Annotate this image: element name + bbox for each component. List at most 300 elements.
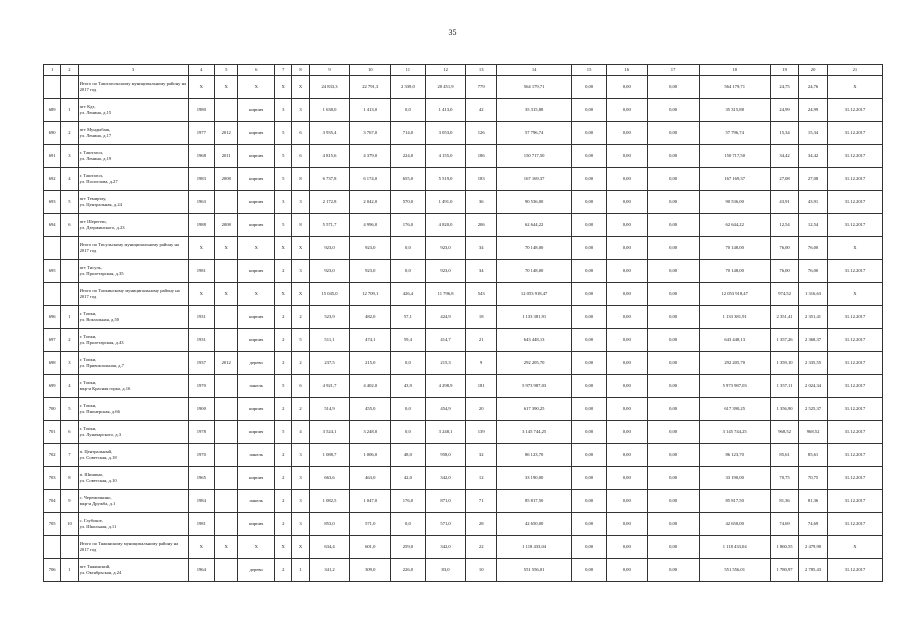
value-cell: 2	[292, 352, 309, 375]
value-cell: 74,69	[799, 513, 828, 536]
value-cell: 0,00	[606, 559, 647, 582]
index-cell: 700	[44, 398, 61, 421]
value-cell: 617 390,25	[699, 398, 770, 421]
value-cell: X	[238, 536, 275, 559]
value-cell: 4 815,6	[309, 145, 350, 168]
table-row	[44, 421, 883, 444]
value-cell: 514,9	[309, 398, 350, 421]
index-cell: 690	[44, 122, 61, 145]
value-cell: 5 571,7	[309, 214, 350, 237]
table-row	[44, 260, 883, 283]
value-cell: 31.12.2017	[827, 513, 882, 536]
table-row	[44, 214, 883, 237]
value-cell: кирпич	[238, 168, 275, 191]
address-cell: с. Глубокое, ул. Школьная, д.11	[78, 513, 188, 536]
column-number: 11	[391, 65, 426, 76]
value-cell: 551 556,01	[699, 559, 770, 582]
address-cell: г. Топки, мкр-н Красная горка, д.16	[78, 375, 188, 398]
value-cell	[215, 490, 238, 513]
sub-index-cell: 5	[61, 398, 78, 421]
table-row	[44, 444, 883, 467]
value-cell: 2	[275, 352, 292, 375]
sub-index-cell: 1	[61, 306, 78, 329]
value-cell: 0,0	[391, 99, 426, 122]
value-cell: 27,08	[799, 168, 828, 191]
value-cell: кирпич	[238, 467, 275, 490]
sub-index-cell: 1	[61, 99, 78, 122]
value-cell: 186	[466, 145, 497, 168]
value-cell: X	[188, 536, 214, 559]
value-cell: 62 644,22	[699, 214, 770, 237]
value-cell: 42	[466, 99, 497, 122]
value-cell: 31.12.2017	[827, 260, 882, 283]
value-cell: 543	[466, 283, 497, 306]
value-cell: 1931	[188, 306, 214, 329]
index-cell: 696	[44, 306, 61, 329]
subtotal-row	[44, 237, 883, 260]
value-cell: 0,00	[572, 329, 607, 352]
value-cell: 85,61	[799, 444, 828, 467]
value-cell: 3 767,0	[350, 122, 391, 145]
value-cell: 0,00	[572, 559, 607, 582]
address-cell: г. Топки, ул. Пионерская, д.66	[78, 398, 188, 421]
value-cell	[215, 329, 238, 352]
value-cell: 923,0	[350, 260, 391, 283]
value-cell: 34,42	[799, 145, 828, 168]
value-cell: 779	[466, 76, 497, 99]
value-cell: 6	[292, 375, 309, 398]
value-cell: X	[827, 536, 882, 559]
column-number: 1	[44, 65, 61, 76]
sub-index-cell	[61, 76, 78, 99]
value-cell: 0,00	[572, 375, 607, 398]
address-cell: пгт Мундыбаш, ул. Ленина, д.17	[78, 122, 188, 145]
value-cell: X	[827, 283, 882, 306]
value-cell: 474,1	[350, 329, 391, 352]
value-cell: 1984	[188, 490, 214, 513]
value-cell: 3	[292, 99, 309, 122]
value-cell: 48,0	[391, 444, 426, 467]
index-cell: 705	[44, 513, 61, 536]
value-cell: 968,52	[799, 421, 828, 444]
column-number: 6	[238, 65, 275, 76]
value-cell: 0,00	[572, 283, 607, 306]
table-row	[44, 467, 883, 490]
value-cell: 571,0	[350, 513, 391, 536]
value-cell: 6 737,8	[309, 168, 350, 191]
value-cell: 15,34	[799, 122, 828, 145]
value-cell: 0,0	[391, 421, 426, 444]
subtotal-label: Итого по Тисульскому муниципальному району на 2017 год	[78, 237, 188, 260]
value-cell: 923,0	[425, 260, 466, 283]
column-number: 8	[292, 65, 309, 76]
value-cell: X	[275, 283, 292, 306]
value-cell: 5 973 987,03	[496, 375, 571, 398]
value-cell: 5 519,0	[425, 168, 466, 191]
value-cell: 2011	[215, 145, 238, 168]
value-cell: 0,00	[647, 145, 699, 168]
value-cell: 226,0	[391, 559, 426, 582]
value-cell: 0,00	[572, 145, 607, 168]
value-cell: 1983	[188, 168, 214, 191]
table-row	[44, 168, 883, 191]
address-cell: пгт Кдз, ул. Ленина, д.15	[78, 99, 188, 122]
value-cell: 4	[292, 421, 309, 444]
value-cell: 167 169,37	[699, 168, 770, 191]
value-cell: 237,5	[309, 352, 350, 375]
value-cell: кирпич	[238, 214, 275, 237]
value-cell: 714,0	[391, 122, 426, 145]
value-cell: 2 368,37	[799, 329, 828, 352]
value-cell: 0,00	[572, 490, 607, 513]
value-cell: 35 315,88	[496, 99, 571, 122]
sub-index-cell: 4	[61, 168, 78, 191]
value-cell: 0,00	[606, 467, 647, 490]
sub-index-cell: 6	[61, 421, 78, 444]
value-cell: 0,00	[572, 513, 607, 536]
value-cell: 0,00	[647, 260, 699, 283]
table-row	[44, 513, 883, 536]
subtotal-row	[44, 283, 883, 306]
column-number: 10	[350, 65, 391, 76]
value-cell: 0,00	[606, 99, 647, 122]
value-cell: 0,00	[647, 444, 699, 467]
value-cell: 139	[466, 421, 497, 444]
value-cell: 57,1	[391, 306, 426, 329]
value-cell: 1 638,0	[309, 99, 350, 122]
value-cell: 31.12.2017	[827, 214, 882, 237]
value-cell: 150 717,50	[496, 145, 571, 168]
header-row	[44, 65, 883, 76]
table-row	[44, 559, 883, 582]
value-cell: 70,75	[799, 467, 828, 490]
value-cell: 183	[466, 168, 497, 191]
value-cell: 551 556,01	[496, 559, 571, 582]
value-cell: 0,0	[391, 237, 426, 260]
column-number: 21	[827, 65, 882, 76]
index-cell	[44, 237, 61, 260]
value-cell: 1988	[188, 214, 214, 237]
value-cell: 27,08	[770, 168, 799, 191]
value-cell: 31.12.2017	[827, 490, 882, 513]
subtotal-label: Итого по Таштагольскому муниципальному району на 2017 год	[78, 76, 188, 99]
table-row	[44, 375, 883, 398]
value-cell: 923,0	[425, 237, 466, 260]
value-cell: 1964	[188, 559, 214, 582]
value-cell: 22	[466, 536, 497, 559]
value-cell: кирпич	[238, 145, 275, 168]
value-cell: 76,00	[799, 260, 828, 283]
value-cell: 76,00	[799, 237, 828, 260]
value-cell: 2	[275, 306, 292, 329]
value-cell: кирпич	[238, 306, 275, 329]
value-cell: 1 316,63	[799, 283, 828, 306]
value-cell: 292 205,70	[496, 352, 571, 375]
value-cell: 3	[292, 260, 309, 283]
value-cell: 224,0	[391, 145, 426, 168]
value-cell: 0,00	[572, 421, 607, 444]
value-cell: 6	[292, 122, 309, 145]
value-cell: кирпич	[238, 191, 275, 214]
value-cell: 0,00	[606, 444, 647, 467]
value-cell: 12,54	[770, 214, 799, 237]
value-cell: 70 148,00	[699, 260, 770, 283]
sub-index-cell	[61, 260, 78, 283]
value-cell: 0,00	[606, 145, 647, 168]
value-cell: 292 205,70	[699, 352, 770, 375]
value-cell: 1937	[188, 352, 214, 375]
column-number: 4	[188, 65, 214, 76]
column-number: 3	[78, 65, 188, 76]
sub-index-cell: 1	[61, 559, 78, 582]
value-cell: 5	[275, 122, 292, 145]
value-cell: 1 133 381,91	[699, 306, 770, 329]
value-cell: 309,0	[350, 559, 391, 582]
value-cell: 2 351,41	[799, 306, 828, 329]
value-cell: 15,34	[770, 122, 799, 145]
value-cell: 167 169,37	[496, 168, 571, 191]
value-cell: 86 123,70	[699, 444, 770, 467]
sub-index-cell	[61, 536, 78, 559]
value-cell: 2 351,41	[770, 306, 799, 329]
value-cell: 2	[275, 559, 292, 582]
value-cell: 1 357,11	[770, 375, 799, 398]
value-cell: 1 082,5	[309, 490, 350, 513]
value-cell: 0,0	[391, 513, 426, 536]
value-cell: 1 491,0	[425, 191, 466, 214]
address-cell: г. Топки, ул. Луначарского, д.3	[78, 421, 188, 444]
address-cell: пгт Тяжинский, ул. Октябрьская, д.24	[78, 559, 188, 582]
value-cell: 31.12.2017	[827, 145, 882, 168]
value-cell: 83,0	[425, 559, 466, 582]
value-cell: 31.12.2017	[827, 398, 882, 421]
value-cell	[215, 260, 238, 283]
address-cell: г. Таштагол, ул. Поспелова, д.27	[78, 168, 188, 191]
value-cell	[215, 444, 238, 467]
value-cell: 1 133 381,91	[496, 306, 571, 329]
value-cell: 1981	[188, 260, 214, 283]
index-cell: 702	[44, 444, 61, 467]
value-cell: 31.12.2017	[827, 375, 882, 398]
value-cell: 176,0	[391, 490, 426, 513]
value-cell: 31.12.2017	[827, 467, 882, 490]
value-cell: 1963	[188, 191, 214, 214]
column-number: 2	[61, 65, 78, 76]
value-cell: 43,9	[391, 375, 426, 398]
value-cell: 5	[275, 421, 292, 444]
value-cell: X	[292, 536, 309, 559]
value-cell: кирпич	[238, 260, 275, 283]
value-cell: 0,00	[647, 122, 699, 145]
value-cell: 0,00	[606, 306, 647, 329]
value-cell: 426,4	[391, 283, 426, 306]
value-cell: 0,0	[391, 398, 426, 421]
value-cell: X	[292, 237, 309, 260]
value-cell: 342,0	[425, 467, 466, 490]
value-cell: 24,76	[799, 76, 828, 99]
sub-index-cell	[61, 237, 78, 260]
value-cell: 454,9	[425, 398, 466, 421]
value-cell: 2	[275, 260, 292, 283]
value-cell: 3 524,1	[309, 421, 350, 444]
value-cell: 570,0	[391, 191, 426, 214]
value-cell: 6 174,0	[350, 168, 391, 191]
value-cell: 0,00	[647, 191, 699, 214]
value-cell: 3 053,0	[425, 122, 466, 145]
value-cell: 871,0	[425, 490, 466, 513]
value-cell: 0,0	[391, 260, 426, 283]
value-cell: 571,0	[425, 513, 466, 536]
value-cell: панель	[238, 375, 275, 398]
value-cell: X	[275, 237, 292, 260]
value-cell: 62 644,22	[496, 214, 571, 237]
subtotal-row	[44, 76, 883, 99]
value-cell: 1970	[188, 375, 214, 398]
index-cell	[44, 283, 61, 306]
value-cell: 2 042,0	[350, 191, 391, 214]
value-cell: 34,42	[770, 145, 799, 168]
page-number: 35	[448, 28, 457, 37]
value-cell: 0,00	[572, 191, 607, 214]
value-cell: 126	[466, 122, 497, 145]
value-cell: 85 817,50	[496, 490, 571, 513]
value-cell: 57 796,74	[699, 122, 770, 145]
value-cell: 24 833,3	[309, 76, 350, 99]
value-cell: 1 118 433,04	[496, 536, 571, 559]
value-cell: 1 357,26	[770, 329, 799, 352]
value-cell: 923,0	[309, 260, 350, 283]
value-cell: 90 536,00	[496, 191, 571, 214]
value-cell: 176,0	[391, 214, 426, 237]
value-cell: кирпич	[238, 398, 275, 421]
value-cell: X	[827, 76, 882, 99]
value-cell: 923,0	[350, 237, 391, 260]
value-cell: X	[275, 536, 292, 559]
subtotal-label: Итого по Топкинскому муниципальному району на 2017 год	[78, 283, 188, 306]
value-cell: 5	[275, 145, 292, 168]
value-cell: 90 536,00	[699, 191, 770, 214]
sub-index-cell: 10	[61, 513, 78, 536]
value-cell: 2	[275, 467, 292, 490]
value-cell: X	[292, 283, 309, 306]
value-cell: панель	[238, 444, 275, 467]
value-cell: 0,00	[606, 283, 647, 306]
value-cell: 31.12.2017	[827, 168, 882, 191]
value-cell: 2	[275, 329, 292, 352]
value-cell: 0,00	[606, 122, 647, 145]
table-row	[44, 490, 883, 513]
value-cell: 1970	[188, 444, 214, 467]
value-cell: 341,2	[309, 559, 350, 582]
column-number: 9	[309, 65, 350, 76]
column-number: 20	[799, 65, 828, 76]
value-cell: 0,00	[606, 398, 647, 421]
value-cell: 0,00	[647, 237, 699, 260]
value-cell: 70,75	[770, 467, 799, 490]
value-cell: 511,1	[309, 329, 350, 352]
value-cell	[215, 559, 238, 582]
value-cell: 4 155,0	[425, 145, 466, 168]
value-cell: 31.12.2017	[827, 352, 882, 375]
value-cell: 31.12.2017	[827, 329, 882, 352]
index-cell	[44, 76, 61, 99]
index-cell: 698	[44, 352, 61, 375]
value-cell: 0,00	[606, 421, 647, 444]
value-cell: 463,0	[350, 467, 391, 490]
value-cell: 81,36	[770, 490, 799, 513]
value-cell	[215, 375, 238, 398]
value-cell: 0,00	[647, 168, 699, 191]
value-cell: 42,0	[391, 467, 426, 490]
value-cell: 59,4	[391, 329, 426, 352]
index-cell: 689	[44, 99, 61, 122]
table-row	[44, 398, 883, 421]
value-cell: 0,00	[572, 76, 607, 99]
value-cell: X	[238, 283, 275, 306]
value-cell: 0,00	[647, 490, 699, 513]
value-cell: 0,00	[606, 536, 647, 559]
index-cell: 693	[44, 191, 61, 214]
value-cell: 1931	[188, 329, 214, 352]
value-cell	[215, 467, 238, 490]
value-cell: 2	[292, 398, 309, 421]
column-number: 12	[425, 65, 466, 76]
value-cell: 1977	[188, 122, 214, 145]
value-cell: 2012	[215, 122, 238, 145]
address-cell: пгт Темиртау, ул. Центральная, д.24	[78, 191, 188, 214]
value-cell: 5	[275, 214, 292, 237]
value-cell: 2	[275, 513, 292, 536]
value-cell: X	[275, 76, 292, 99]
value-cell: 414,7	[425, 329, 466, 352]
value-cell: 0,00	[647, 513, 699, 536]
value-cell	[215, 99, 238, 122]
value-cell: 12 053 918,47	[496, 283, 571, 306]
value-cell: 2008	[215, 168, 238, 191]
value-cell: 564 179,71	[496, 76, 571, 99]
value-cell: 1965	[188, 467, 214, 490]
value-cell: 3	[292, 467, 309, 490]
value-cell: 0,00	[647, 214, 699, 237]
value-cell: 0,00	[647, 283, 699, 306]
value-cell: 8	[292, 168, 309, 191]
column-number: 13	[466, 65, 497, 76]
value-cell: 3 145 744,25	[496, 421, 571, 444]
value-cell: 6	[292, 145, 309, 168]
value-cell: 2 335,55	[799, 352, 828, 375]
value-cell: 3 935,4	[309, 122, 350, 145]
value-cell: 617 390,25	[496, 398, 571, 421]
value-cell: 31.12.2017	[827, 559, 882, 582]
value-cell: 643 448,13	[496, 329, 571, 352]
value-cell: 150 717,50	[699, 145, 770, 168]
index-cell: 703	[44, 467, 61, 490]
value-cell	[215, 398, 238, 421]
index-cell: 706	[44, 559, 61, 582]
value-cell: 1 780,97	[770, 559, 799, 582]
value-cell: 3	[275, 99, 292, 122]
address-cell: г. Таштагол, ул. Ленина, д.19	[78, 145, 188, 168]
value-cell: 71	[466, 490, 497, 513]
value-cell: 12 709,1	[350, 283, 391, 306]
value-cell: 0,00	[647, 329, 699, 352]
sub-index-cell: 6	[61, 214, 78, 237]
index-cell: 692	[44, 168, 61, 191]
value-cell: 634,4	[309, 536, 350, 559]
value-cell: 34	[466, 237, 497, 260]
value-cell: 8	[292, 214, 309, 237]
index-cell: 699	[44, 375, 61, 398]
